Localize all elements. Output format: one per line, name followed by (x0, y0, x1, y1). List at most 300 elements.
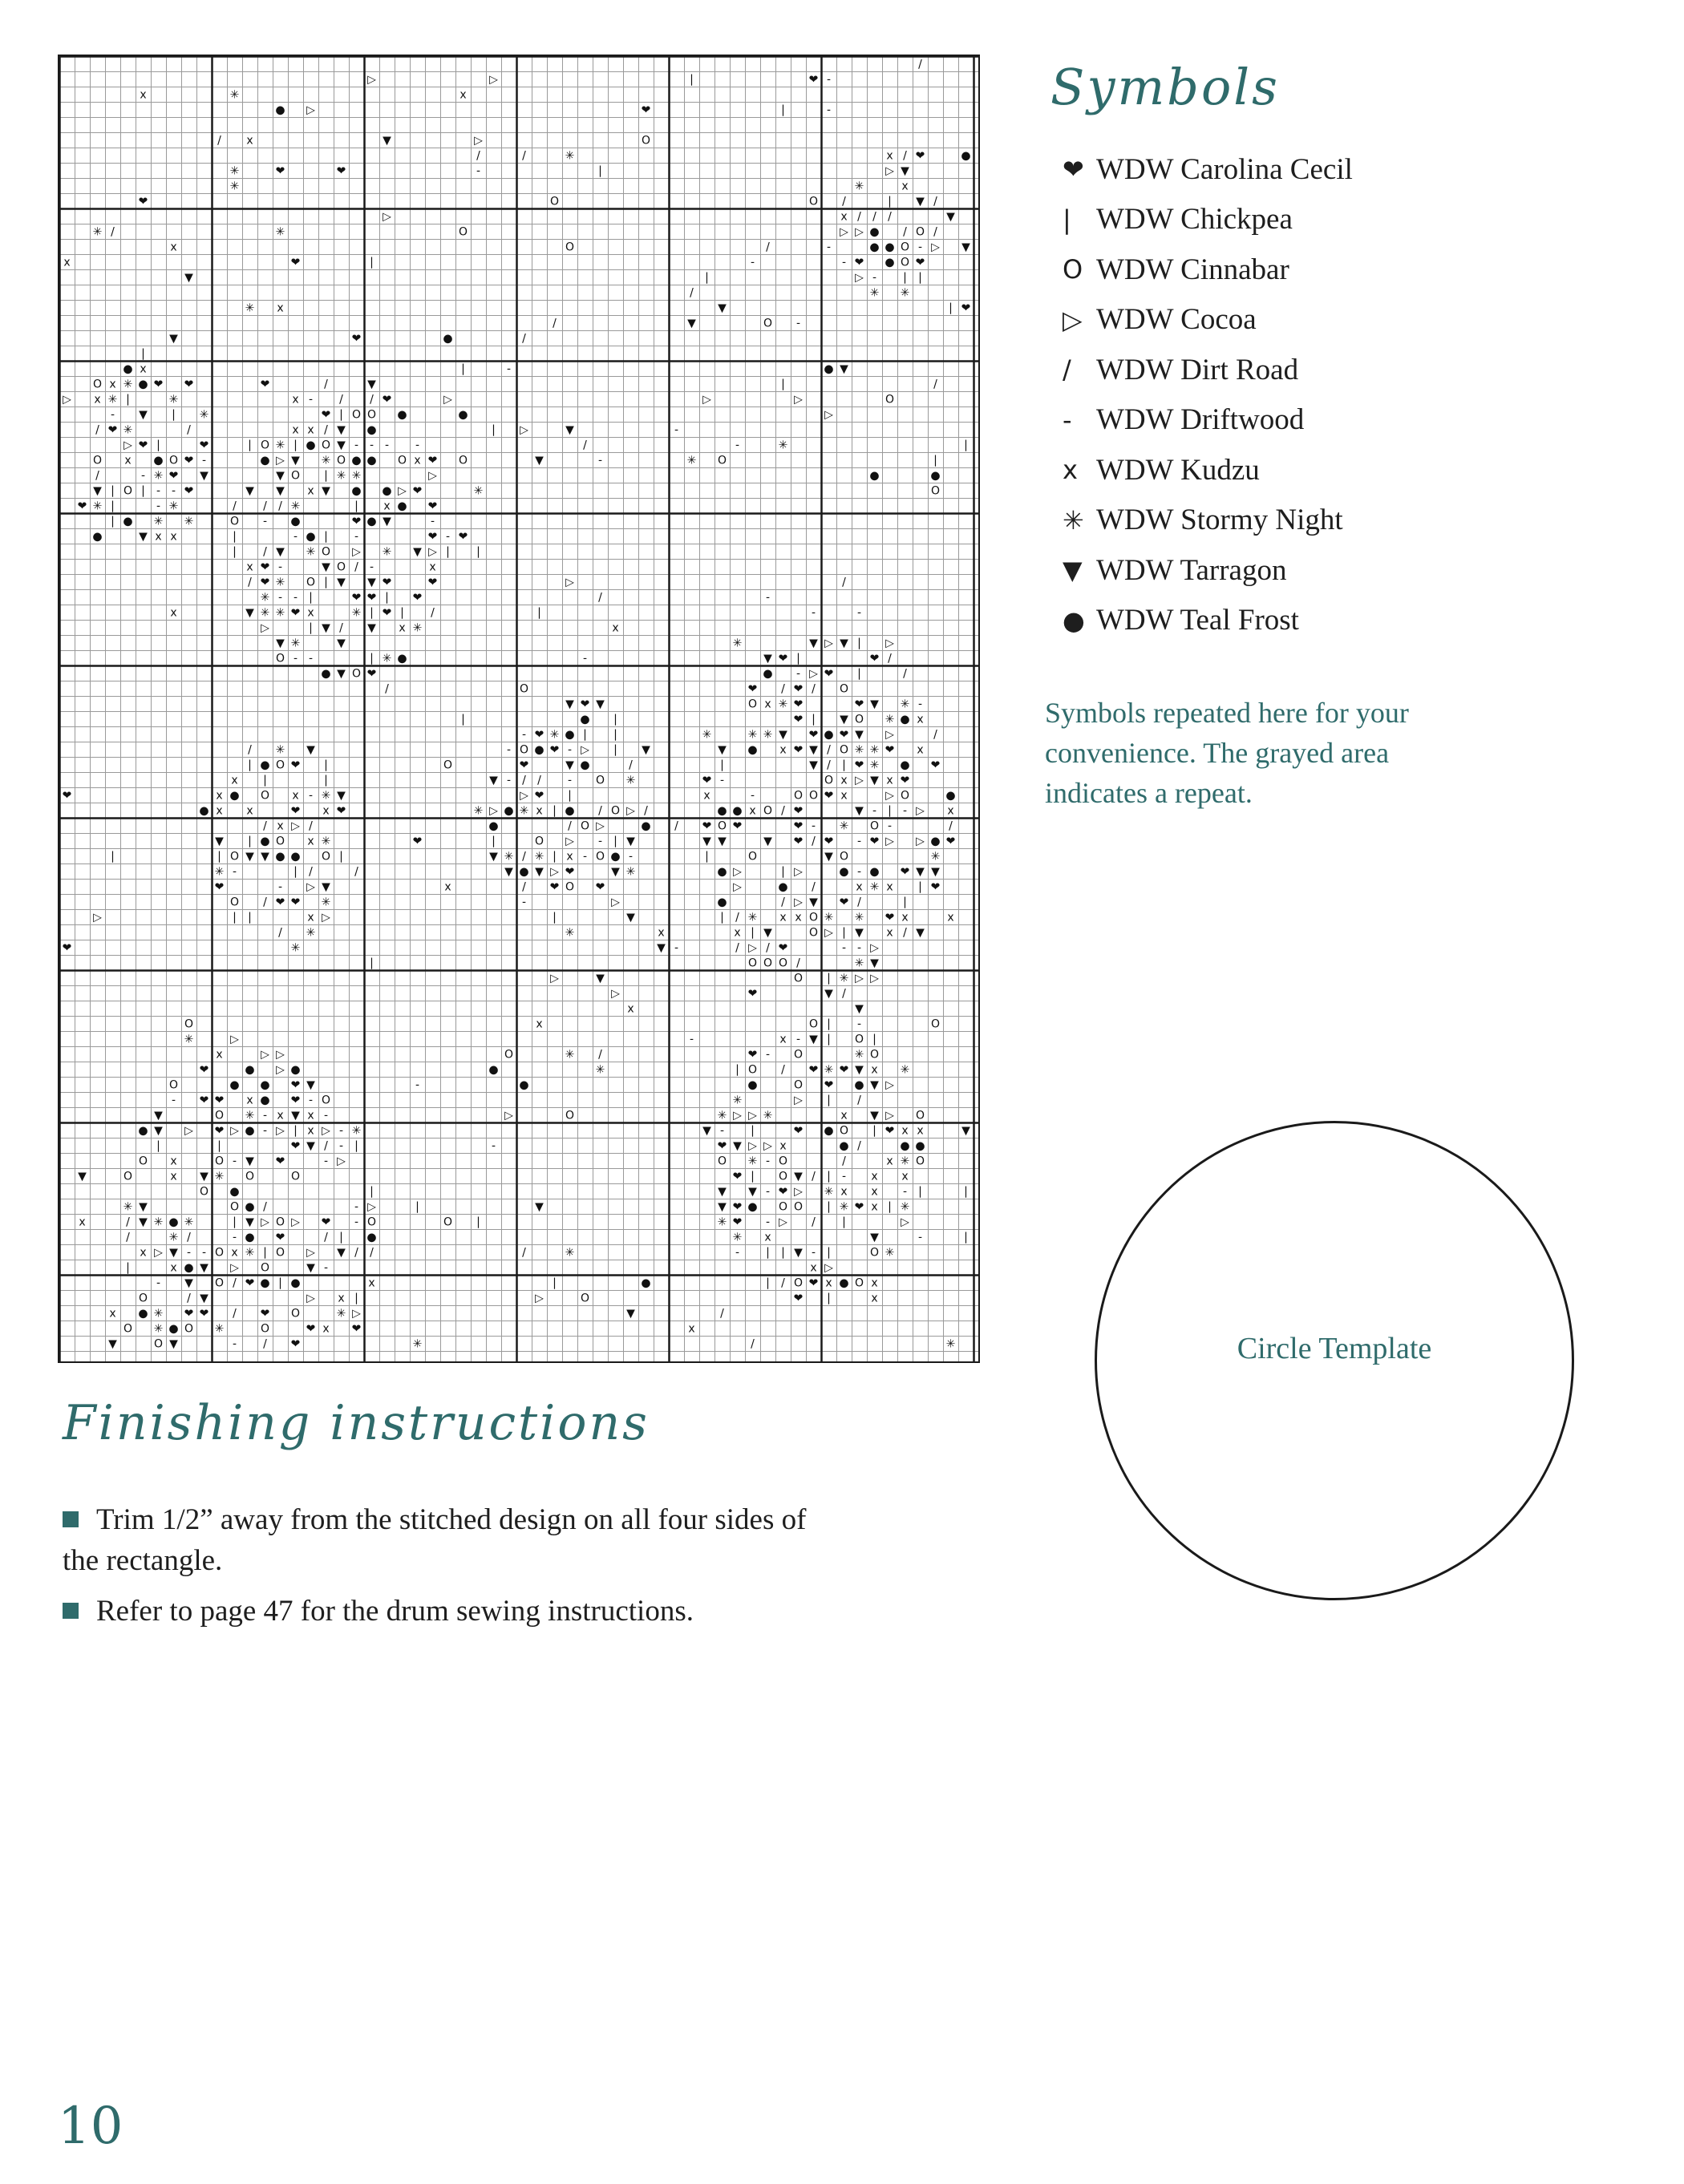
stitch-symbol: ▼ (337, 637, 346, 650)
stitch-symbol: x (917, 1124, 924, 1138)
stitch-symbol: - (674, 941, 679, 955)
stitch-symbol: - (308, 652, 314, 665)
stitch-symbol: O (306, 576, 316, 589)
stitch-symbol: O (595, 774, 605, 787)
stitch-symbol: - (110, 408, 115, 422)
stitch-symbol: ▷ (322, 911, 330, 924)
legend-item (1063, 495, 1353, 546)
stitch-symbol: ● (168, 1322, 179, 1336)
stitch-symbol: ❤ (184, 1307, 194, 1321)
stitch-symbol: ❤ (214, 1124, 225, 1138)
stitch-symbol: / (812, 1170, 816, 1183)
stitch-symbol: ▷ (123, 439, 132, 452)
stitch-symbol: ▷ (824, 408, 833, 422)
stitch-symbol: ✳ (747, 1155, 758, 1168)
stitch-symbol: O (184, 1017, 194, 1031)
stitch-symbol: ❤ (336, 164, 346, 178)
stitch-symbol: O (778, 1170, 788, 1183)
stitch-symbol: | (857, 667, 861, 681)
stitch-symbol: ▼ (870, 698, 879, 711)
legend-label: WDW Stormy Night (1096, 504, 1343, 537)
stitch-symbol: O (290, 1307, 301, 1321)
stitch-symbol: ▼ (687, 317, 696, 330)
stitch-symbol: ▷ (261, 621, 269, 635)
stitch-symbol: - (856, 835, 862, 848)
stitch-symbol: ❤ (260, 1307, 270, 1321)
stitch-symbol: ● (443, 332, 453, 346)
stitch-symbol: ● (306, 439, 316, 452)
stitch-symbol: ❤ (824, 667, 834, 681)
stitch-symbol: ● (915, 1139, 925, 1153)
stitch-symbol: x (216, 1048, 223, 1062)
stitch-symbol: - (735, 439, 740, 452)
stitch-symbol: O (808, 926, 819, 940)
stitch-symbol: | (933, 454, 937, 467)
stitch-symbol: O (260, 789, 270, 803)
stitch-symbol: ❤ (793, 713, 804, 726)
stitch-symbol: ▼ (840, 713, 848, 726)
stitch-symbol: ❤ (839, 896, 849, 909)
stitch-symbol: ❤ (732, 1215, 743, 1229)
stitch-symbol: O (747, 1063, 758, 1077)
stitch-symbol: / (95, 423, 99, 437)
stitch-symbol: ▼ (367, 378, 376, 391)
stitch-symbol: / (324, 423, 328, 437)
stitch-symbol: - (262, 1124, 268, 1138)
stitch-symbol: ● (839, 1276, 849, 1290)
stitch-symbol: ● (366, 454, 377, 467)
stitch-symbol: ❤ (366, 591, 377, 605)
stitch-symbol: x (338, 1292, 345, 1305)
stitch-symbol: ▷ (916, 804, 925, 818)
stitch-symbol: ● (397, 652, 407, 665)
stitch-symbol: ● (961, 149, 971, 163)
stitch-symbol: ▷ (931, 241, 940, 254)
stitch-symbol: ❤ (366, 667, 377, 681)
stitch-symbol: ✳ (839, 819, 849, 833)
stitch-symbol: ▼ (855, 804, 864, 818)
stitch-symbol: ▼ (276, 545, 285, 559)
stitch-symbol: / (339, 621, 343, 635)
stitch-symbol: | (827, 1292, 831, 1305)
stitch-symbol: O (854, 713, 864, 726)
stitch-symbol: ▼ (794, 1170, 803, 1183)
stitch-symbol: ● (458, 408, 468, 422)
symbols-heading: Symbols (1050, 58, 1280, 116)
stitch-symbol: ✳ (275, 576, 285, 589)
stitch-symbol: ❤ (854, 256, 864, 269)
stitch-symbol: / (263, 896, 267, 909)
stitch-symbol: ▷ (230, 1033, 239, 1046)
stitch-symbol: ▷ (322, 1124, 330, 1138)
stitch-symbol: ● (854, 1078, 864, 1092)
stitch-symbol: / (522, 332, 526, 346)
stitch-symbol: ❤ (778, 1185, 788, 1199)
stitch-symbol: ● (930, 835, 941, 848)
stitch-symbol: ✳ (168, 393, 179, 406)
stitch-symbol: ✳ (824, 911, 834, 924)
stitch-symbol: O (290, 469, 301, 483)
stitch-symbol: ✳ (153, 1215, 164, 1229)
stitch-symbol: x (871, 1200, 878, 1214)
legend-label: WDW Cinnabar (1096, 253, 1289, 286)
stitch-symbol: x (886, 774, 893, 787)
stitch-symbol: ▼ (306, 1139, 315, 1153)
stitch-symbol: x (246, 804, 253, 818)
stitch-symbol: ✳ (824, 1063, 834, 1077)
stitch-symbol: ❤ (275, 164, 285, 178)
stitch-symbol: ❤ (245, 1276, 255, 1290)
stitch-symbol: ● (717, 865, 727, 879)
stitch-symbol: ▷ (276, 1063, 285, 1077)
stitch-symbol: | (354, 1139, 358, 1153)
stitch-symbol: - (628, 850, 634, 863)
stitch-symbol: ▼ (200, 1170, 208, 1183)
stitch-symbol: O (229, 896, 240, 909)
stitch-symbol: ▼ (383, 134, 391, 148)
stitch-symbol: / (812, 880, 816, 894)
stitch-symbol: O (336, 560, 346, 574)
stitch-symbol: | (324, 774, 328, 787)
stitch-symbol: ✳ (854, 1048, 864, 1062)
stitch-symbol: O (915, 1109, 925, 1122)
stitch-symbol: ✳ (565, 149, 575, 163)
stitch-symbol: - (140, 469, 146, 483)
stitch-symbol: / (857, 896, 861, 909)
stitch-symbol: | (217, 850, 221, 863)
stitch-symbol: x (566, 850, 573, 863)
stitch-symbol: ▼ (154, 1109, 163, 1122)
stitch-symbol: ▼ (642, 743, 650, 757)
stitch-symbol: | (964, 439, 968, 452)
stitch-symbol: ▷ (733, 1109, 742, 1122)
stitch-symbol: ✳ (290, 941, 301, 955)
stitch-symbol: ● (732, 804, 743, 818)
stitch-symbol: x (856, 880, 863, 894)
stitch-symbol: | (248, 911, 252, 924)
stitch-symbol: ▼ (946, 210, 955, 224)
stitch-symbol: / (842, 987, 846, 1001)
stitch-symbol: ❤ (793, 835, 804, 848)
stitch-symbol: x (216, 804, 223, 818)
stitch-symbol: ▷ (550, 865, 559, 879)
stitch-symbol: ▷ (794, 1094, 803, 1107)
stitch-symbol: ✳ (306, 545, 316, 559)
stitch-symbol: ❤ (382, 576, 392, 589)
stitch-symbol: ▷ (581, 743, 589, 757)
stitch-symbol: | (248, 758, 252, 772)
stitch-symbol: x (840, 1185, 848, 1199)
stitch-symbol: ▼ (718, 743, 727, 757)
stitch-symbol: | (735, 1063, 739, 1077)
stitch-symbol: ▷ (306, 1246, 315, 1260)
stitch-symbol: x (79, 1215, 86, 1229)
stitch-symbol: O (92, 378, 103, 391)
stitch-symbol: ▼ (626, 835, 635, 848)
stitch-symbol: ▼ (535, 865, 544, 879)
stitch-symbol: ▷ (855, 225, 864, 239)
stitch-symbol: ▼ (626, 1307, 635, 1321)
stitch-symbol: x (368, 1276, 375, 1290)
slash-icon: / (1063, 354, 1071, 386)
stitch-symbol: ❤ (808, 1276, 819, 1290)
stitch-symbol: / (949, 819, 953, 833)
stitch-symbol: x (94, 393, 101, 406)
stitch-symbol: | (751, 926, 755, 940)
stitch-symbol: - (750, 789, 755, 803)
stitch-symbol: - (567, 774, 573, 787)
stitch-symbol: / (278, 926, 282, 940)
stitch-symbol: / (522, 850, 526, 863)
stitch-symbol: ✳ (839, 1200, 849, 1214)
stitch-symbol: ✳ (184, 515, 194, 528)
stitch-symbol: / (324, 1231, 328, 1244)
stitch-symbol: ❤ (534, 789, 544, 803)
stitch-symbol: ▷ (261, 1215, 269, 1229)
stitch-symbol: ▷ (489, 73, 498, 87)
stitch-symbol: ❤ (885, 911, 895, 924)
stitch-symbol: / (385, 682, 389, 696)
stitch-symbol: | (400, 606, 404, 620)
stitch-symbol: ▼ (901, 164, 909, 178)
stitch-symbol: ❤ (458, 530, 468, 544)
stitch-symbol: O (793, 972, 804, 985)
stitch-symbol: - (201, 454, 207, 467)
stitch-symbol: - (323, 1109, 329, 1122)
stitch-symbol: ● (306, 530, 316, 544)
stitch-symbol: ● (717, 896, 727, 909)
stitch-symbol: ● (290, 1276, 301, 1290)
legend-label: WDW Tarragon (1096, 553, 1287, 587)
stitch-symbol: ▼ (809, 1033, 818, 1046)
stitch-symbol: | (309, 591, 313, 605)
stitch-symbol: x (886, 149, 893, 163)
stitch-symbol: O (321, 1094, 331, 1107)
stitch-symbol: x (170, 1170, 177, 1183)
stitch-symbol: O (275, 835, 285, 848)
stitch-symbol: - (856, 606, 862, 620)
stitch-symbol: x (216, 789, 223, 803)
stitch-symbol: ✳ (123, 423, 133, 437)
stitch-symbol: ❤ (427, 454, 438, 467)
stitch-symbol: x (277, 301, 284, 315)
stitch-symbol: ✳ (336, 1307, 346, 1321)
stitch-symbol: ✳ (214, 1170, 225, 1183)
stitch-symbol: ❤ (549, 880, 560, 894)
stitch-symbol: ✳ (229, 164, 240, 178)
stitch-symbol: ● (534, 743, 544, 757)
stitch-symbol: x (779, 911, 787, 924)
stitch-symbol: ✳ (854, 911, 864, 924)
stitch-symbol: ▼ (276, 469, 285, 483)
stitch-symbol: ▼ (870, 1109, 879, 1122)
stitch-symbol: | (156, 439, 160, 452)
stitch-symbol: x (779, 743, 787, 757)
legend-label: WDW Cocoa (1096, 303, 1257, 337)
stitch-symbol: - (323, 1261, 329, 1275)
stitch-symbol: | (827, 1200, 831, 1214)
stitch-symbol: O (153, 1337, 164, 1351)
stitch-symbol: ✳ (747, 911, 758, 924)
stitch-symbol: x (124, 454, 132, 467)
stitch-symbol: | (766, 1276, 770, 1290)
stitch-symbol: | (568, 789, 572, 803)
stitch-symbol: x (307, 1124, 314, 1138)
stitch-symbol: ✳ (306, 926, 316, 940)
stitch-symbol: | (720, 758, 724, 772)
stitch-symbol: | (553, 850, 557, 863)
stitch-symbol: ✳ (747, 728, 758, 742)
stitch-symbol: O (123, 1322, 133, 1336)
stitch-symbol: / (233, 499, 237, 513)
stitch-symbol: ❤ (885, 743, 895, 757)
stitch-symbol: | (857, 637, 861, 650)
stitch-symbol: ● (945, 789, 956, 803)
stitch-symbol: / (233, 1307, 237, 1321)
stitch-symbol: ✳ (321, 835, 331, 848)
stitch-symbol: O (534, 835, 544, 848)
stitch-symbol: ❤ (549, 743, 560, 757)
stitch-symbol: - (856, 1017, 862, 1031)
stitch-symbol: ❤ (107, 423, 118, 437)
stitch-symbol: x (536, 1017, 543, 1031)
stitch-symbol: O (854, 1276, 864, 1290)
stitch-symbol: O (869, 1246, 880, 1260)
stitch-symbol: - (506, 743, 512, 757)
stitch-symbol: / (126, 1215, 130, 1229)
stitch-symbol: ▷ (794, 896, 803, 909)
stitch-symbol: ▼ (870, 957, 879, 970)
stitch-symbol: x (688, 1322, 695, 1336)
stitch-symbol: ✳ (184, 1215, 194, 1229)
stitch-symbol: / (903, 225, 907, 239)
stitch-symbol: - (506, 362, 512, 376)
stitch-symbol: | (293, 865, 298, 879)
stitch-symbol: - (917, 698, 923, 711)
stitch-symbol: ▼ (337, 423, 346, 437)
stitch-symbol: ▼ (169, 332, 178, 346)
stitch-symbol: | (385, 591, 389, 605)
stitch-symbol: ▷ (824, 926, 833, 940)
stitch-symbol: ● (504, 804, 514, 818)
stitch-symbol: ▷ (733, 865, 742, 879)
stitch-symbol: O (824, 774, 834, 787)
stitch-symbol: ▷ (535, 1292, 544, 1305)
stitch-symbol: ▼ (809, 637, 818, 650)
stitch-symbol: ▷ (230, 1261, 239, 1275)
stitch-symbol: ▼ (337, 667, 346, 681)
stitch-symbol: x (307, 911, 314, 924)
stitch-symbol: - (841, 256, 847, 269)
stitch-symbol: ▼ (337, 789, 346, 803)
stitch-symbol: | (293, 1124, 298, 1138)
stitch-symbol: O (199, 1185, 209, 1199)
legend-item (1063, 345, 1353, 395)
stitch-symbol: ▷ (748, 941, 757, 955)
stitch-symbol: ✳ (945, 1337, 956, 1351)
stitch-symbol: | (354, 499, 358, 513)
stitch-symbol: O (351, 408, 362, 422)
stitch-symbol: O (229, 850, 240, 863)
stitch-symbol: ▷ (337, 1155, 346, 1168)
stitch-symbol: ❤ (717, 1139, 727, 1153)
stitch-symbol: ❤ (854, 1200, 864, 1214)
stitch-symbol: x (536, 804, 543, 818)
stitch-symbol: | (370, 957, 374, 970)
stitch-symbol: | (553, 1276, 557, 1290)
stitch-symbol: / (309, 819, 313, 833)
legend-item (1063, 445, 1353, 495)
stitch-symbol: / (553, 317, 557, 330)
stitch-symbol: - (262, 515, 268, 528)
stitch-symbol: ▼ (322, 560, 330, 574)
stitch-symbol: | (888, 1200, 892, 1214)
stitch-symbol: ● (824, 362, 834, 376)
stitch-symbol: ● (747, 1078, 758, 1092)
stitch-symbol: O (275, 652, 285, 665)
stitch-symbol: | (872, 1033, 876, 1046)
stitch-symbol: / (187, 423, 191, 437)
stitch-symbol: ▼ (855, 1063, 864, 1077)
stitch-symbol: ▼ (184, 271, 193, 285)
stitch-symbol: | (461, 362, 465, 376)
stitch-symbol: x (871, 1276, 878, 1290)
stitch-symbol: ✳ (321, 896, 331, 909)
stitch-symbol: x (140, 362, 147, 376)
stitch-symbol: ▷ (824, 1261, 833, 1275)
stitch-symbol: x (383, 499, 391, 513)
stitch-symbol: - (674, 423, 679, 437)
stitch-symbol: - (765, 1155, 771, 1168)
stitch-symbol: ▷ (352, 1307, 361, 1321)
triangle-down-icon: ▼ (1063, 555, 1083, 586)
stitch-symbol: O (184, 1322, 194, 1336)
stitch-symbol: x (292, 789, 299, 803)
stitch-symbol: x (764, 1231, 771, 1244)
stitch-symbol: ❤ (778, 941, 788, 955)
stitch-symbol: x (901, 1124, 909, 1138)
stitch-symbol: ▷ (748, 1109, 757, 1122)
stitch-symbol: | (613, 713, 617, 726)
stitch-symbol: ❤ (839, 728, 849, 742)
stitch-symbol: ❤ (930, 880, 941, 894)
stitch-symbol: ● (260, 1276, 270, 1290)
stitch-symbol: ▼ (306, 1261, 315, 1275)
stitch-symbol: ❤ (290, 1094, 301, 1107)
stitch-symbol: ❤ (747, 1048, 758, 1062)
legend-item (1063, 144, 1353, 195)
stitch-symbol: / (263, 1200, 267, 1214)
stitch-symbol: x (307, 484, 314, 498)
stitch-symbol: - (171, 1094, 176, 1107)
stitch-symbol: ▷ (870, 941, 879, 955)
stitch-symbol: O (763, 317, 773, 330)
stitch-symbol: x (901, 1170, 909, 1183)
stitch-symbol: ❤ (427, 530, 438, 544)
stitch-symbol: ❤ (351, 515, 362, 528)
stitch-symbol: ▷ (398, 484, 407, 498)
stitch-symbol: ▼ (718, 1200, 727, 1214)
stitch-symbol: ▷ (885, 1078, 894, 1092)
stitch-symbol: ▼ (961, 1124, 970, 1138)
stitch-symbol: ▼ (139, 408, 148, 422)
stitch-symbol: ✳ (717, 1109, 727, 1122)
stitch-symbol: | (918, 271, 922, 285)
stitch-symbol: ▼ (245, 606, 254, 620)
stitch-symbol: O (290, 1170, 301, 1183)
stitch-symbol: x (307, 1109, 314, 1122)
stitch-symbol: - (765, 1048, 771, 1062)
